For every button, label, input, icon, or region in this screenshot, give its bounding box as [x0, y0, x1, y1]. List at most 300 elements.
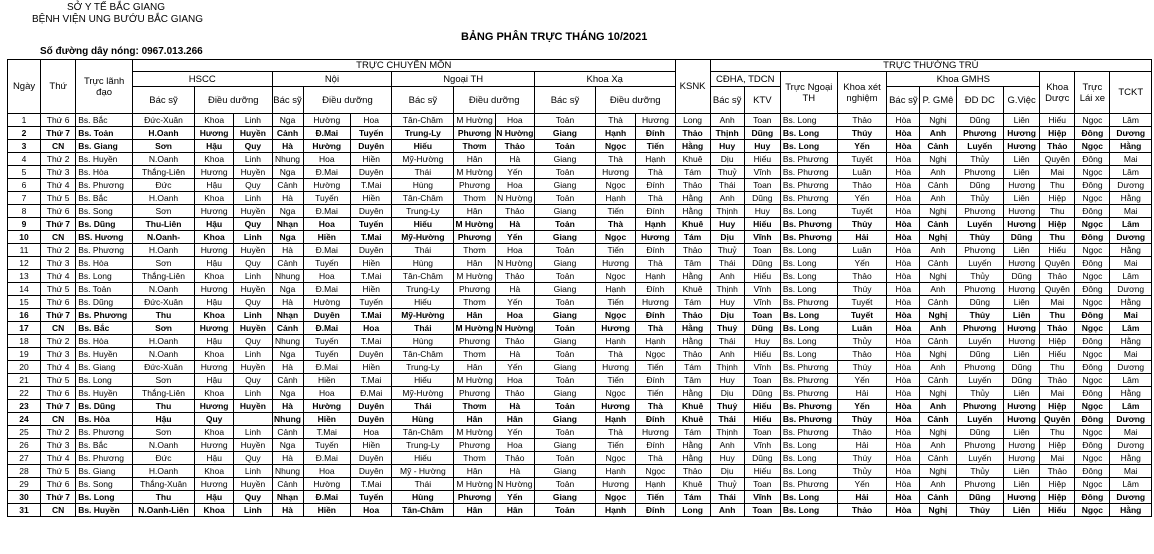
hotline-text: Số đường dây nóng: 0967.013.266	[40, 46, 203, 57]
table-cell: Bs. Phương	[780, 179, 837, 192]
table-cell: Toản	[534, 400, 595, 413]
table-cell: Hằng	[675, 452, 710, 465]
table-cell: Hoa	[495, 179, 534, 192]
table-cell: Mỹ-Hường	[392, 387, 454, 400]
table-cell: Bs. Long	[780, 257, 837, 270]
table-cell: Phương	[454, 283, 495, 296]
table-cell: Hân	[495, 504, 534, 517]
table-cell: Hiền	[351, 283, 392, 296]
table-cell: Hà	[272, 452, 303, 465]
table-cell: Dũng	[956, 114, 1004, 127]
table-cell: Huyền	[234, 166, 272, 179]
table-cell: N Hường	[496, 128, 534, 138]
table-cell: Mỹ - Hường	[392, 465, 454, 478]
table-cell: Hiền	[351, 439, 392, 452]
table-cell: Nghị	[920, 465, 956, 478]
table-cell: Cảnh	[920, 374, 956, 387]
table-cell: Ngọc	[1075, 348, 1110, 361]
table-cell: Hải	[837, 439, 887, 452]
table-row	[8, 491, 1152, 504]
table-row	[8, 452, 1152, 465]
table-cell: Thảo	[837, 270, 887, 283]
table-cell: H.Oanh	[133, 335, 195, 348]
col-ksnk: KSNK	[675, 60, 710, 114]
table-cell: Đông	[1075, 465, 1110, 478]
table-cell: Anh	[920, 127, 956, 140]
table-cell: Dương	[1110, 127, 1152, 140]
table-cell: Đông	[1075, 179, 1110, 192]
table-cell: Thủy	[837, 413, 887, 426]
table-cell: Hoa	[351, 114, 392, 127]
table-cell: Duyên	[351, 413, 392, 426]
table-cell: Tuyến	[303, 192, 351, 205]
table-cell: N.Oanh	[133, 153, 195, 166]
table-cell: Bs. Huyền	[76, 153, 133, 166]
table-row	[8, 283, 1152, 296]
table-cell: Liên	[1004, 426, 1040, 439]
table-cell: Hòa	[887, 452, 920, 465]
table-cell: Quy	[234, 257, 272, 270]
table-cell: Hòa	[887, 504, 920, 517]
table-cell: Bs. Phương	[780, 478, 837, 491]
table-cell: Hạnh	[595, 283, 635, 296]
group-truc-chuyen-mon: TRỰC CHUYÊN MÔN	[133, 60, 676, 72]
table-cell: Tâm	[675, 374, 710, 387]
table-cell: Hiếu	[744, 465, 780, 478]
table-cell: Khoa	[195, 153, 234, 166]
table-cell: Dũng	[1004, 374, 1040, 387]
table-cell: Bs. Long	[76, 374, 133, 387]
table-cell: Hòa	[887, 309, 920, 322]
table-cell: Anh	[710, 439, 744, 452]
table-cell: T.Mai	[351, 309, 392, 322]
table-cell: Yến	[495, 166, 534, 179]
table-cell: Hương	[195, 439, 234, 452]
table-cell: Dũng	[956, 179, 1004, 192]
table-cell: Liên	[1004, 296, 1040, 309]
table-cell: Phương	[956, 322, 1004, 335]
table-cell: Tuyết	[837, 153, 887, 166]
table-cell: Khuê	[675, 153, 710, 166]
table-cell: H.Oanh	[133, 127, 195, 140]
table-cell: Toản	[534, 114, 595, 127]
table-cell: Nghị	[920, 270, 956, 283]
table-cell: Ngọc	[595, 309, 635, 322]
table-cell: Hiền	[351, 192, 392, 205]
table-cell: Dũng	[744, 127, 780, 140]
table-cell: Quy	[234, 374, 272, 387]
table-cell: 29	[8, 478, 41, 491]
table-cell: Đ.Mai	[303, 361, 351, 374]
table-cell: Hương	[1004, 335, 1040, 348]
table-cell: Thuỷ	[710, 166, 744, 179]
table-cell: Hiền	[303, 504, 351, 517]
table-cell: Tiến	[636, 140, 675, 153]
table-cell: Luân	[837, 166, 887, 179]
table-cell: Mai	[1110, 205, 1152, 218]
table-cell: Hương	[1004, 179, 1040, 192]
table-cell: Duyên	[303, 309, 351, 322]
roster-body	[8, 114, 1152, 517]
table-cell: Thơm	[454, 400, 495, 413]
table-cell: Nga	[272, 439, 303, 452]
table-cell: Hằng	[675, 335, 710, 348]
table-cell: Dũng	[956, 491, 1004, 504]
table-cell: Duyên	[351, 452, 392, 465]
table-cell: Đ.Mai	[303, 322, 351, 335]
table-cell: Thứ 3	[41, 257, 76, 270]
col-gmhs-bac-si: Bác sỹ	[887, 87, 920, 114]
table-cell: Dịu	[710, 387, 744, 400]
table-cell: Thủy	[837, 335, 887, 348]
table-cell: Nhạn	[272, 491, 303, 504]
table-cell: Mai	[1040, 387, 1075, 400]
table-cell: M Hường	[454, 166, 495, 179]
table-cell: Luyến	[956, 374, 1004, 387]
table-cell: Lâm	[1110, 114, 1152, 127]
table-cell: Hạnh	[595, 413, 635, 426]
col-ngoai-dieu-duong: Điều dưỡng	[454, 87, 535, 114]
table-cell: Thái	[392, 244, 454, 257]
table-cell: Bs. Phương	[780, 400, 837, 413]
table-cell: Bs. Hòa	[76, 413, 133, 426]
table-cell: Giang	[534, 335, 595, 348]
table-cell: Hân	[454, 257, 495, 270]
table-cell: Hường	[303, 140, 351, 153]
table-cell: Hương	[1004, 218, 1040, 231]
table-cell: Thứ 3	[41, 166, 76, 179]
table-cell: Tuyến	[303, 257, 351, 270]
table-cell: M Hường	[454, 270, 495, 283]
table-cell: Hương	[1004, 205, 1040, 218]
table-cell: Tuyến	[351, 491, 392, 504]
table-cell: Hoa	[495, 439, 534, 452]
table-cell: Thà	[636, 192, 675, 205]
table-cell: Hà	[272, 296, 303, 309]
table-cell: Thứ 4	[41, 361, 76, 374]
table-cell: Ngọc	[595, 140, 635, 153]
table-cell: Bs. Huyền	[76, 504, 133, 517]
table-cell: Thảo	[1040, 270, 1075, 283]
table-cell: Huyền	[234, 400, 272, 413]
table-cell: Yến	[837, 374, 887, 387]
table-cell: Hùng	[392, 491, 454, 504]
table-cell: Hương	[195, 244, 234, 257]
table-cell: 16	[8, 309, 41, 322]
table-cell: Toản	[534, 504, 595, 517]
table-row	[8, 504, 1152, 517]
table-cell: Bs. Hòa	[76, 257, 133, 270]
table-cell: Thảo	[1040, 374, 1075, 387]
col-tckt: TCKT	[1110, 72, 1152, 114]
table-cell: Khoa	[195, 309, 234, 322]
table-cell: Hương	[195, 283, 234, 296]
table-cell: Hiếu	[392, 296, 454, 309]
table-cell: N Hường	[496, 323, 534, 333]
table-cell: Huy	[710, 374, 744, 387]
table-cell: Bs. Long	[76, 491, 133, 504]
table-cell: Bs. Long	[780, 114, 837, 127]
table-cell: Cảnh	[272, 426, 303, 439]
table-cell: Duyên	[351, 400, 392, 413]
table-cell: Thà	[595, 348, 635, 361]
table-cell: Huy	[710, 296, 744, 309]
table-cell: Tám	[675, 231, 710, 244]
table-cell: Mai	[1040, 296, 1075, 309]
table-cell: Đông	[1075, 361, 1110, 374]
table-cell: H.Oanh	[133, 192, 195, 205]
table-cell: Vĩnh	[744, 166, 780, 179]
table-cell: Bs. Toản	[76, 127, 133, 140]
col-gmhs-p-gme: P. GMê	[920, 87, 956, 114]
table-cell: Liên	[1004, 114, 1040, 127]
table-cell: Bs. Phương	[780, 374, 837, 387]
table-cell: Ngọc	[595, 452, 635, 465]
table-cell: Nga	[272, 387, 303, 400]
table-cell: 15	[8, 296, 41, 309]
table-cell: Thu-Liên	[133, 218, 195, 231]
table-cell: Thứ 2	[41, 335, 76, 348]
table-cell: 26	[8, 439, 41, 452]
table-cell: Đông	[1075, 127, 1110, 140]
table-cell: Hương	[1004, 491, 1040, 504]
table-cell: Thơm	[454, 244, 495, 257]
table-cell: Hậu	[195, 140, 234, 153]
table-cell: Tiến	[595, 205, 635, 218]
table-cell: Hương	[1004, 127, 1040, 140]
table-cell: Hằng	[1110, 387, 1152, 400]
table-cell: Thứ 7	[41, 491, 76, 504]
table-cell: Đ.Mai	[303, 283, 351, 296]
table-cell: Bs. Bắc	[76, 114, 133, 127]
table-cell: 27	[8, 452, 41, 465]
table-cell: Hòa	[887, 374, 920, 387]
table-cell: Dương	[1110, 231, 1152, 244]
table-cell: Tuyến	[351, 127, 392, 140]
table-cell: Thảo	[1040, 322, 1075, 335]
table-cell: Khoa	[195, 270, 234, 283]
col-hscc-dieu-duong: Điều dưỡng	[195, 87, 273, 114]
table-cell: Ngọc	[1075, 270, 1110, 283]
table-cell: N Hường	[497, 193, 533, 203]
table-cell: Đính	[636, 504, 675, 517]
table-cell: Giang	[534, 413, 595, 426]
table-cell: Dũng	[1004, 270, 1040, 283]
table-cell: Bs. Dũng	[76, 400, 133, 413]
table-cell: Nhung	[272, 153, 303, 166]
table-cell: Thu	[1040, 426, 1075, 439]
table-cell: Thảo	[495, 205, 534, 218]
table-cell: Giang	[534, 283, 595, 296]
table-row	[8, 465, 1152, 478]
table-cell: Bs. Long	[780, 322, 837, 335]
table-cell: Thảo	[675, 309, 710, 322]
table-cell: Bs. Hòa	[76, 166, 133, 179]
table-cell: Thứ 3	[41, 439, 76, 452]
table-cell: Thịnh	[710, 361, 744, 374]
table-cell: Hòa	[887, 387, 920, 400]
table-cell: Quyên	[1040, 413, 1075, 426]
table-cell: Hạnh	[595, 192, 635, 205]
table-cell: Luyến	[956, 335, 1004, 348]
table-cell: Huyền	[234, 283, 272, 296]
table-cell: Hà	[495, 348, 534, 361]
table-cell: Huy	[744, 335, 780, 348]
table-cell: Cảnh	[920, 491, 956, 504]
table-cell: Dịu	[710, 309, 744, 322]
table-row	[8, 387, 1152, 400]
table-cell: Quy	[234, 179, 272, 192]
table-cell: Hiếu	[744, 400, 780, 413]
table-cell: Đông	[1075, 491, 1110, 504]
table-cell: T.Mai	[351, 335, 392, 348]
table-cell: M Hường	[454, 374, 495, 387]
table-cell: Linh	[234, 192, 272, 205]
table-cell: Hằng	[1110, 452, 1152, 465]
table-cell: Hiếu	[392, 140, 454, 153]
table-cell: Hiệp	[1040, 192, 1075, 205]
table-cell: Hòa	[887, 179, 920, 192]
table-cell: Bs. Phương	[76, 179, 133, 192]
table-cell: Hương	[595, 322, 635, 335]
table-cell: Vĩnh	[744, 361, 780, 374]
table-cell: Bs. Long	[780, 309, 837, 322]
table-cell: Huyền	[234, 478, 272, 491]
table-cell: Đính	[636, 244, 675, 257]
table-cell: Liên	[1004, 478, 1040, 491]
table-cell: M Hường	[454, 478, 495, 491]
table-cell: Hòa	[887, 478, 920, 491]
table-cell: Hoa	[303, 218, 351, 231]
table-cell: CN	[41, 413, 76, 426]
table-cell: Anh	[920, 400, 956, 413]
table-cell: Thu	[1040, 179, 1075, 192]
table-cell: T.Mai	[351, 270, 392, 283]
table-cell: 24	[8, 413, 41, 426]
table-cell: Mai	[1110, 309, 1152, 322]
table-cell: Toản	[534, 270, 595, 283]
table-cell: Giang	[534, 153, 595, 166]
table-cell: Ngọc	[1075, 244, 1110, 257]
table-cell: Bs. Phương	[76, 309, 133, 322]
table-cell: Huyền	[234, 127, 272, 140]
table-cell: T.Mai	[351, 179, 392, 192]
table-cell: Thu	[1040, 231, 1075, 244]
table-cell: Luyến	[956, 452, 1004, 465]
table-cell: Đính	[636, 283, 675, 296]
table-cell: Bs. Huyền	[76, 387, 133, 400]
table-cell: Thu	[1040, 309, 1075, 322]
table-cell: Hương	[195, 127, 234, 140]
table-cell: Toản	[534, 452, 595, 465]
table-cell: Yến	[837, 140, 887, 153]
table-cell: Hằng	[1110, 504, 1152, 517]
table-cell: Hà	[495, 218, 534, 231]
table-cell: Bs. Huyền	[76, 348, 133, 361]
table-cell: Quy	[234, 491, 272, 504]
table-cell: Duyên	[351, 166, 392, 179]
table-cell: Thu	[133, 400, 195, 413]
table-cell: Dũng	[1004, 361, 1040, 374]
table-cell: Long	[675, 114, 710, 127]
table-cell: Hiệp	[1040, 218, 1075, 231]
table-cell: Nghị	[920, 504, 956, 517]
table-cell: Bs. Long	[780, 504, 837, 517]
table-cell: 6	[8, 179, 41, 192]
table-cell: CN	[41, 504, 76, 517]
group-khoa-gmhs: Khoa GMHS	[887, 72, 1040, 87]
table-cell: Đông	[1075, 153, 1110, 166]
table-cell: Nghị	[920, 387, 956, 400]
table-cell: 11	[8, 244, 41, 257]
table-cell: Hiếu	[744, 348, 780, 361]
table-cell: Hoa	[303, 270, 351, 283]
table-cell: Nhạn	[272, 218, 303, 231]
table-cell: Thứ 2	[41, 244, 76, 257]
table-cell: Thái	[710, 257, 744, 270]
table-cell: Anh	[920, 283, 956, 296]
table-cell: Toan	[744, 426, 780, 439]
table-cell: Hoa	[303, 153, 351, 166]
table-cell: Hằng	[675, 205, 710, 218]
table-cell: Dịu	[710, 231, 744, 244]
table-cell: Tám	[675, 426, 710, 439]
table-cell: Thảo	[495, 140, 534, 153]
col-noi-bac-si: Bác sỹ	[272, 87, 303, 114]
table-cell: Hòa	[887, 283, 920, 296]
table-cell: Bs. Phương	[780, 218, 837, 231]
table-cell: Thảo	[675, 244, 710, 257]
table-cell: N.Oanh	[133, 348, 195, 361]
table-cell: Bs. Toản	[76, 283, 133, 296]
table-cell: Anh	[710, 270, 744, 283]
table-cell: Giang	[534, 309, 595, 322]
table-cell: Đức-Xuân	[133, 361, 195, 374]
col-khoa-xet-nghiem: Khoa xét nghiệm	[837, 72, 887, 114]
table-cell: Thảo	[1040, 140, 1075, 153]
table-row	[8, 426, 1152, 439]
table-cell: Tám	[675, 296, 710, 309]
table-cell: Tân-Châm	[392, 192, 454, 205]
table-cell: Tân-Châm	[392, 426, 454, 439]
table-cell: Hiệp	[1040, 491, 1075, 504]
table-cell: Hùng	[392, 413, 454, 426]
table-cell: Linh	[234, 309, 272, 322]
table-cell: Hương	[636, 296, 675, 309]
table-cell: Giang	[534, 231, 595, 244]
table-cell: Đính	[636, 127, 675, 140]
table-cell: Hương	[195, 205, 234, 218]
table-cell: Thảo	[675, 179, 710, 192]
table-cell: Tiến	[636, 361, 675, 374]
table-cell: Thái	[392, 166, 454, 179]
table-cell: Hà	[495, 465, 534, 478]
table-cell: Ngọc	[1075, 166, 1110, 179]
table-cell: Nghị	[920, 426, 956, 439]
table-cell: Thứ 6	[41, 387, 76, 400]
table-cell: Dương	[1110, 413, 1152, 426]
table-cell: Phương	[454, 335, 495, 348]
table-row	[8, 478, 1152, 491]
table-cell: Cảnh	[920, 179, 956, 192]
table-cell: Hiền	[303, 231, 351, 244]
table-cell: Yến	[837, 478, 887, 491]
table-cell: Hiệp	[1040, 400, 1075, 413]
table-cell: Đính	[636, 439, 675, 452]
table-cell: Phương	[454, 127, 495, 140]
table-cell: Ngọc	[1075, 374, 1110, 387]
table-cell: Cảnh	[272, 127, 303, 140]
